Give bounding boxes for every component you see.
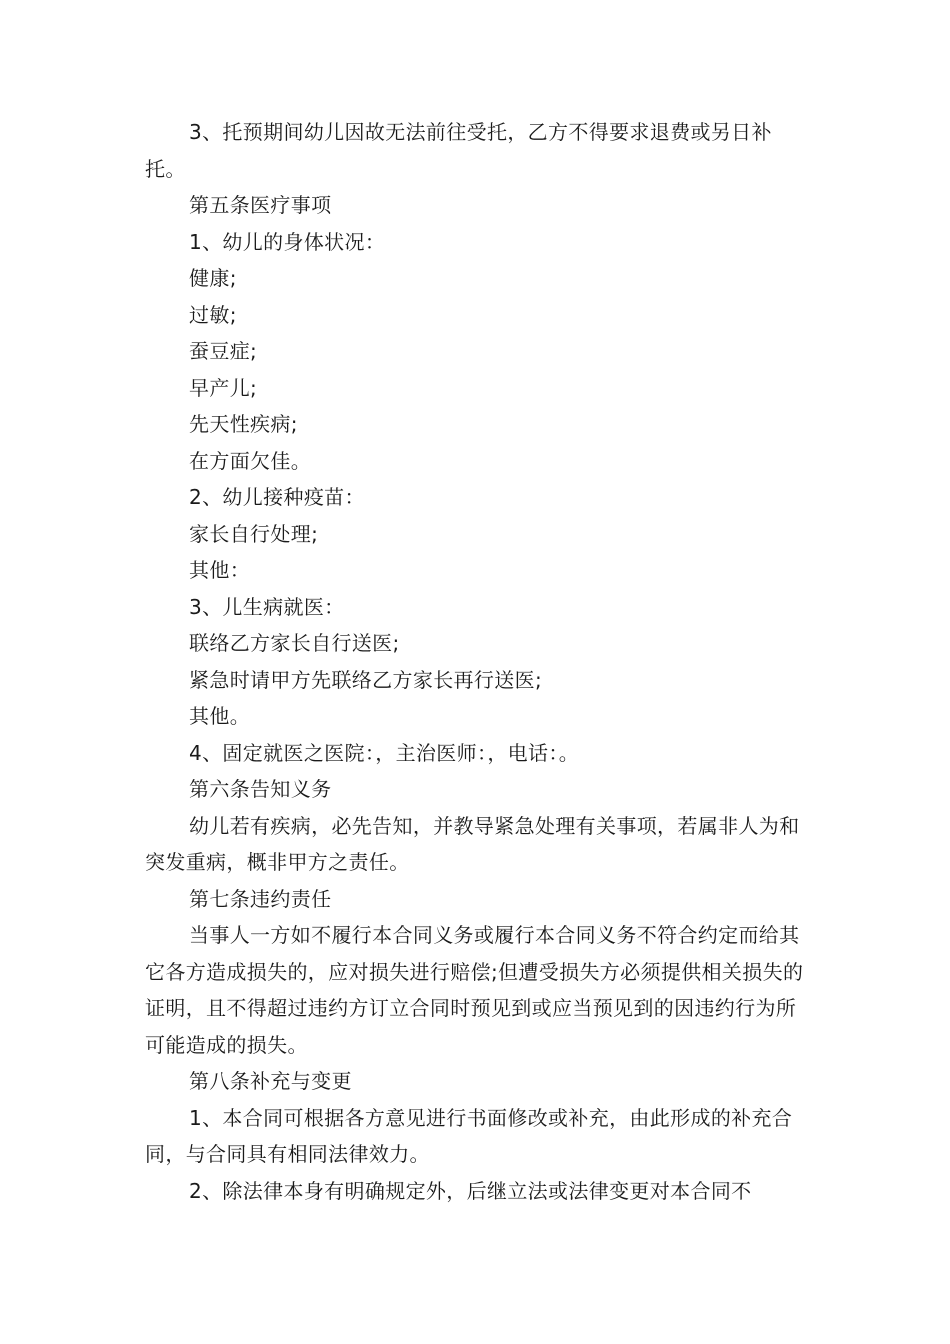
heading-article-7: 第七条违约责任 [189, 886, 332, 911]
option-emergency: 紧急时请甲方先联络乙方家长再行送医; [189, 667, 543, 692]
option-allergy: 过敏; [189, 302, 237, 327]
paragraph-amendment-2: 2、除法律本身有明确规定外，后继立法或法律变更对本合同不 [189, 1178, 752, 1203]
option-contact-parent: 联络乙方家长自行送医; [189, 631, 400, 655]
heading-article-5: 第五条医疗事项 [189, 193, 332, 217]
option-premature: 早产儿; [189, 375, 258, 400]
paragraph-clause-4-item-3: 3、托预期间幼儿因故无法前往受托，乙方不得要求退费或另日补托。 [145, 120, 772, 181]
option-deficient: 在方面欠佳。 [189, 448, 312, 473]
heading-article-6: 第六条告知义务 [189, 777, 332, 801]
paragraph-sick-care: 3、儿生病就医： [189, 594, 345, 619]
paragraph-fixed-hospital: 4、固定就医之医院：，主治医师：，电话：。 [189, 740, 580, 765]
paragraph-amendment-1: 1、本合同可根据各方意见进行书面修改或补充，由此形成的补充合同，与合同具有相同法律效力。 [145, 1105, 793, 1166]
option-other-vaccine: 其他： [189, 558, 251, 582]
heading-article-8: 第八条补充与变更 [189, 1069, 352, 1093]
paragraph-health-status: 1、幼儿的身体状况： [189, 229, 386, 254]
option-healthy: 健康; [189, 266, 237, 290]
option-other-care: 其他。 [189, 704, 251, 728]
option-congenital: 先天性疾病; [189, 412, 298, 436]
option-g6pd: 蚕豆症; [189, 339, 258, 363]
paragraph-liability: 当事人一方如不履行本合同义务或履行本合同义务不符合约定而给其它各方造成损失的，应对损失进行赔偿;但遭受损失方必须提供相关损失的证明，且不得超过违约方订立合同时预见到或应当预见到的因违约行为所可能造成的损失。 [145, 923, 804, 1057]
document-body [145, 114, 805, 1209]
paragraph-vaccination: 2、幼儿接种疫苗： [189, 485, 365, 509]
option-parent-handle: 家长自行处理; [189, 521, 319, 546]
paragraph-disclosure: 幼儿若有疾病，必先告知，并教导紧急处理有关事项，若属非人为和突发重病，概非甲方之责任。 [145, 813, 800, 874]
